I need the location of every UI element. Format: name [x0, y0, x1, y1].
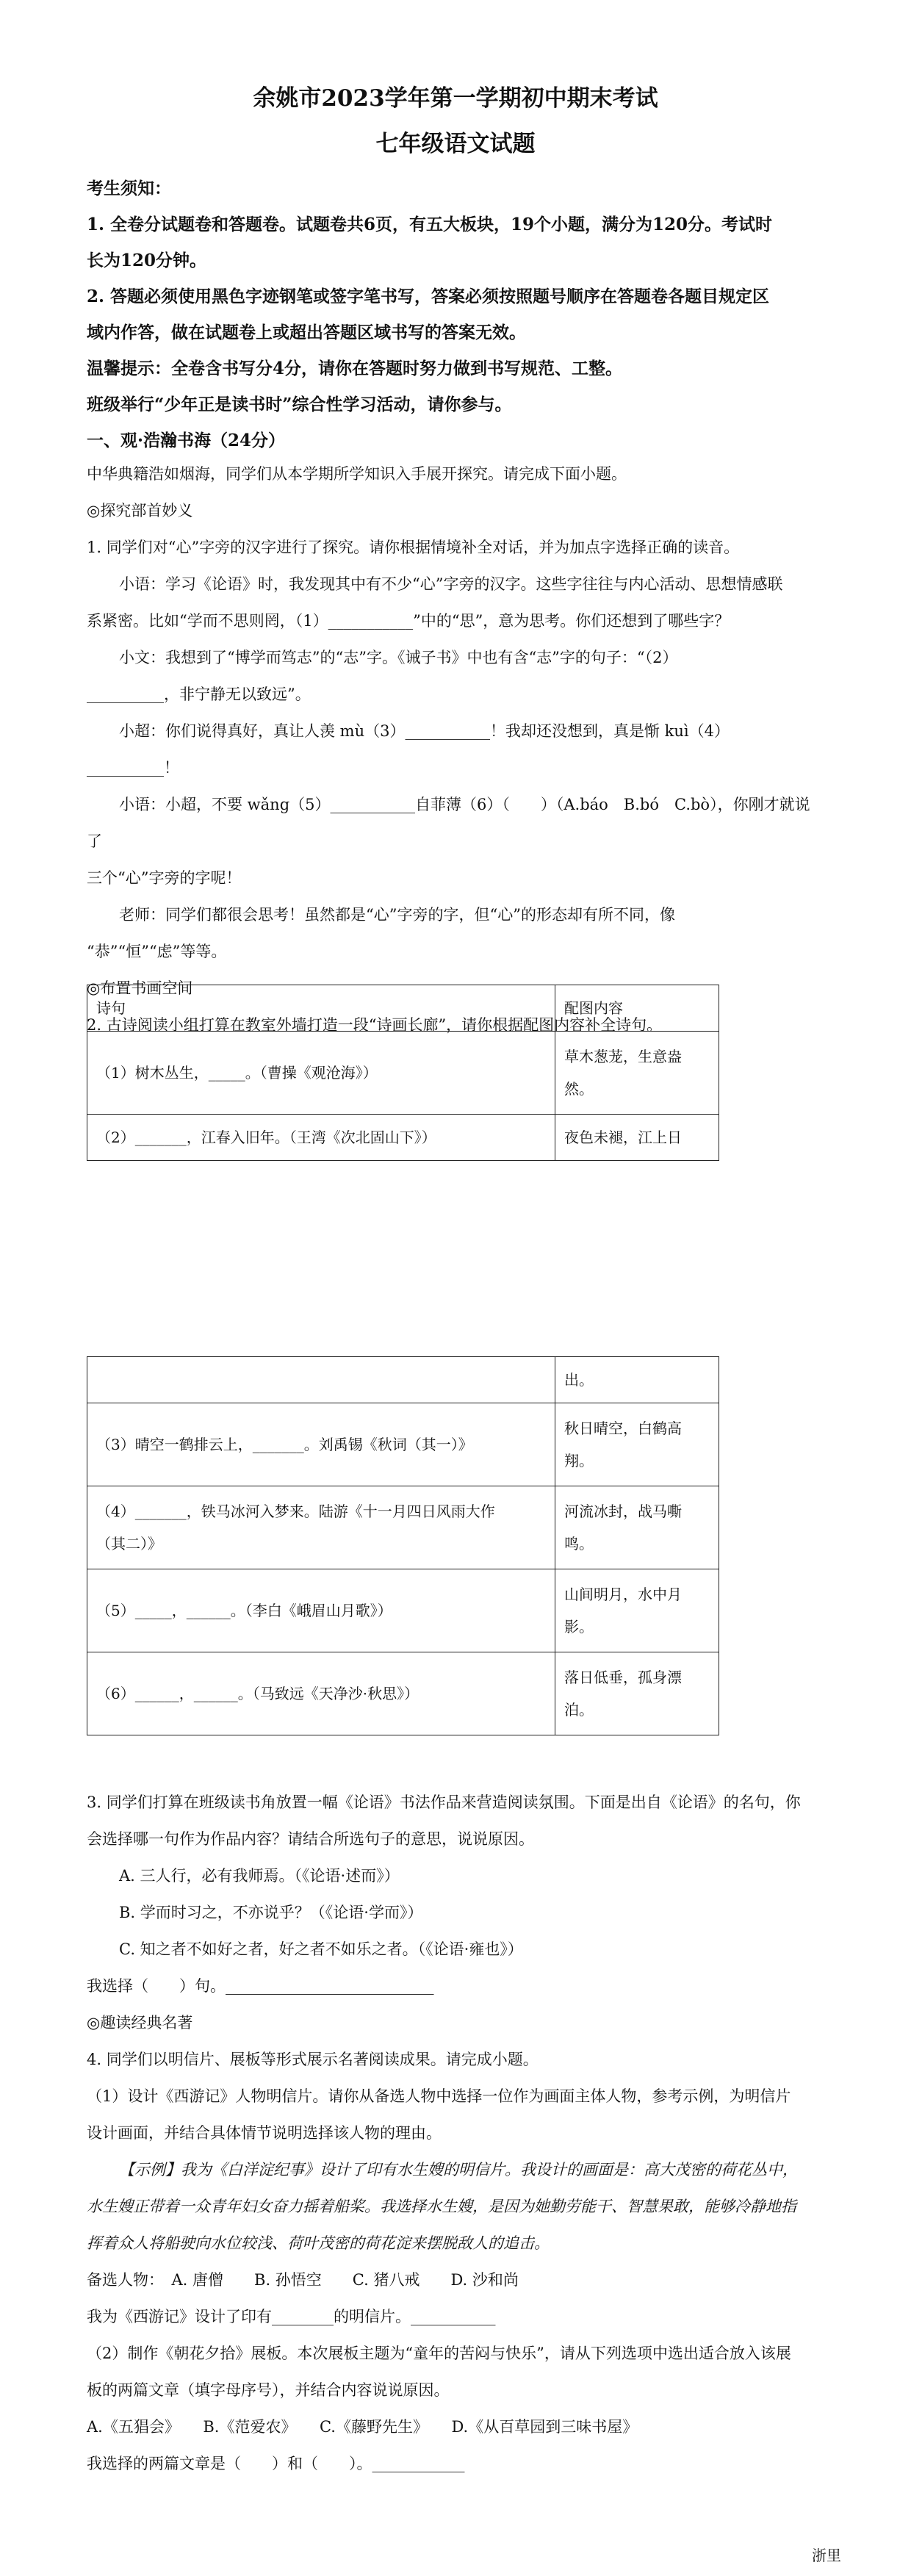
poem-table-part2	[87, 1356, 719, 1735]
image-cell	[555, 1403, 719, 1486]
q4-stem: 4. 同学们以明信片、展板等形式展示名著阅读成果。请完成小题。	[87, 2051, 539, 2068]
image-cell-line: 鸣。	[564, 1535, 594, 1553]
q4-example-line: 【示例】我为《白洋淀纪事》设计了印有水生嫂的明信片。我设计的画面是：高大茂密的荷花丛中，	[119, 2161, 798, 2179]
poem-cell: （1）树木丛生，_____。（曹操《观沧海》）	[87, 1032, 555, 1115]
poem-cell	[87, 1486, 555, 1569]
notice-tip: 温馨提示：全卷含书写分4分，请你在答题时努力做到书写规范、工整。	[87, 359, 623, 378]
section1-heading: 一、观·浩瀚书海（24分）	[87, 431, 286, 450]
q1-line: 三个“心”字旁的字呢！	[87, 869, 242, 887]
image-cell-line: 影。	[564, 1618, 594, 1636]
table-header-row	[87, 985, 719, 1032]
q2-stem: 2. 古诗阅读小组打算在教室外墙打造一段“诗画长廊”，请你根据配图内容补全诗句。	[87, 1016, 663, 1034]
q3-line: 会选择哪一句作为作品内容？请结合所选句子的意思，说说原因。	[87, 1830, 534, 1848]
image-cell-line: 秋日晴空，白鹤高	[564, 1420, 682, 1437]
sub-heading-classics: ◎趣读经典名著	[87, 2014, 193, 2032]
q3-line: 3. 同学们打算在班级读书角放置一幅《论语》书法作品来营造阅读氛围。下面是出自《论语》的名句，你	[87, 1794, 801, 1811]
table-row	[87, 1652, 719, 1735]
q1-line: __________，非宁静无以致远”。	[87, 686, 311, 703]
image-cell-line: 落日低垂，孤身漂	[564, 1669, 682, 1686]
q3-option-c: C. 知之者不如好之者，好之者不如乐之者。（《论语·雍也》）	[119, 1940, 523, 1958]
q3-answer: 我选择（ ）句。___________________________	[87, 1977, 434, 1995]
q1-line: 系紧密。比如“学而不思则罔，（1）___________”中的“思”，意为思考。你们还想到了哪些字？	[87, 612, 730, 630]
q4-options: 备选人物： A. 唐僧 B. 孙悟空 C. 猪八戒 D. 沙和尚	[87, 2271, 519, 2289]
poem-cell: （3）晴空一鹤排云上，_______。刘禹锡《秋词（其一）》	[87, 1403, 555, 1486]
table-row	[87, 1357, 719, 1403]
footer-mark: 浙里	[812, 2547, 841, 2564]
image-cell-line: 翔。	[564, 1452, 594, 1469]
image-cell-line: 河流冰封，战马嘶	[564, 1503, 682, 1520]
table-row	[87, 1115, 719, 1161]
q1-line: __________！	[87, 759, 179, 777]
q1-line: “恭”“恒”“虑”等等。	[87, 943, 227, 960]
table-row	[87, 1403, 719, 1486]
table-row	[87, 1569, 719, 1652]
image-cell	[555, 1652, 719, 1735]
image-cell-line: 草木葱茏，生意盎	[564, 1048, 682, 1065]
notice-item2-a: 2. 答题必须使用黑色字迹钢笔或签字笔书写，答案必须按照题号顺序在答题卷各题目规定区	[87, 287, 770, 306]
image-cell: 出。	[555, 1357, 719, 1403]
exam-title: 余姚市2023学年第一学期初中期末考试	[253, 85, 658, 112]
q1-stem: 1. 同学们对“心”字旁的汉字进行了探究。请你根据情境补全对话，并为加点字选择正确的读音。	[87, 539, 740, 556]
sub-heading-poetry: ◎布置书画空间	[87, 979, 193, 997]
q4-part1-line: 设计画面，并结合具体情节说明选择该人物的理由。	[87, 2124, 442, 2142]
poem-cell: （2）_______，江春入旧年。（王湾《次北固山下》）	[87, 1115, 555, 1161]
q4-answer: 我选择的两篇文章是（ ）和（ ）。____________	[87, 2455, 465, 2472]
poem-table-part1	[87, 985, 719, 1161]
q4-example-line: 挥着众人将船驶向水位较浅、荷叶茂密的荷花淀来摆脱敌人的追击。	[87, 2234, 550, 2252]
image-cell	[555, 1486, 719, 1569]
poem-cell-line: （4）_______，铁马冰河入梦来。陆游《十一月四日风雨大作	[96, 1503, 495, 1520]
notice-item1-b: 长为120分钟。	[87, 251, 207, 270]
q3-option-b: B. 学而时习之，不亦说乎？（《论语·学而》）	[119, 1904, 423, 1921]
q1-line: 小超：你们说得真好，真让人羡 mù（3）___________！我却还没想到，真是惭 kuì（4）	[119, 722, 730, 740]
q4-fill: 我为《西游记》设计了印有________的明信片。___________	[87, 2308, 496, 2325]
section1-intro: 中华典籍浩如烟海，同学们从本学期所学知识入手展开探究。请完成下面小题。	[87, 465, 627, 483]
q4-part2-line: （2）制作《朝花夕拾》展板。本次展板主题为“童年的苦闷与快乐”，请从下列选项中选出适合放入该展	[87, 2345, 791, 2362]
q1-line: 老师：同学们都很会思考！虽然都是“心”字旁的字，但“心”的形态却有所不同，像	[119, 906, 675, 924]
poem-cell: （6）______，______。（马致远《天净沙·秋思》）	[87, 1652, 555, 1735]
table-row	[87, 1486, 719, 1569]
notice-item1-a: 1. 全卷分试题卷和答题卷。试题卷共6页，有五大板块，19个小题，满分为120分。考试时	[87, 215, 773, 234]
notice-heading: 考生须知：	[87, 179, 171, 198]
image-cell: 夜色未褪，江上日	[555, 1115, 719, 1161]
q3-block	[87, 1784, 824, 2482]
notice-activity: 班级举行“少年正是读书时”综合性学习活动，请你参与。	[87, 395, 512, 414]
section1-intro-block	[87, 456, 824, 1043]
image-cell	[555, 1032, 719, 1115]
q4-part1-line: （1）设计《西游记》人物明信片。请你从备选人物中选择一位作为画面主体人物，参考示例，为明信片	[87, 2087, 791, 2105]
exam-subtitle: 七年级语文试题	[375, 131, 536, 157]
image-cell-line: 泊。	[564, 1701, 594, 1719]
image-cell	[555, 1569, 719, 1652]
image-cell-line: 山间明月，水中月	[564, 1586, 682, 1603]
sub-heading-radicals: ◎探究部首妙义	[87, 502, 193, 519]
q1-line: 小语：学习《论语》时，我发现其中有不少“心”字旁的汉字。这些字往往与内心活动、思想情感联	[119, 575, 783, 593]
q4-part2-line: 板的两篇文章（填字母序号），并结合内容说说原因。	[87, 2381, 450, 2399]
q1-line: 小文：我想到了“博学而笃志”的“志”字。《诫子书》中也有含“志”字的句子：“（2）	[119, 649, 678, 666]
table-row	[87, 1032, 719, 1115]
table-header: 诗句	[87, 985, 555, 1032]
q4-choices: A.《五猖会》 B.《范爱农》 C.《藤野先生》 D.《从百草园到三味书屋》	[87, 2418, 638, 2436]
notice-item2-b: 域内作答，做在试题卷上或超出答题区域书写的答案无效。	[87, 323, 526, 342]
table-header: 配图内容	[555, 985, 719, 1032]
q1-line: 小语：小超，不要 wǎng（5）___________自菲薄（6）（ ）（A.báo B.bó C.bò），你刚才就说了	[87, 796, 810, 850]
notice-block	[87, 170, 824, 458]
q3-option-a: A. 三人行，必有我师焉。（《论语·述而》）	[119, 1867, 400, 1885]
poem-cell: （5）_____，______。（李白《峨眉山月歌》）	[87, 1569, 555, 1652]
poem-cell	[87, 1357, 555, 1403]
q4-example-line: 水生嫂正带着一众青年妇女奋力摇着船桨。我选择水生嫂，是因为她勤劳能干、智慧果敢，能够冷静地指	[87, 2198, 796, 2215]
poem-cell-line: （其二）》	[96, 1535, 162, 1553]
image-cell-line: 然。	[564, 1080, 594, 1098]
